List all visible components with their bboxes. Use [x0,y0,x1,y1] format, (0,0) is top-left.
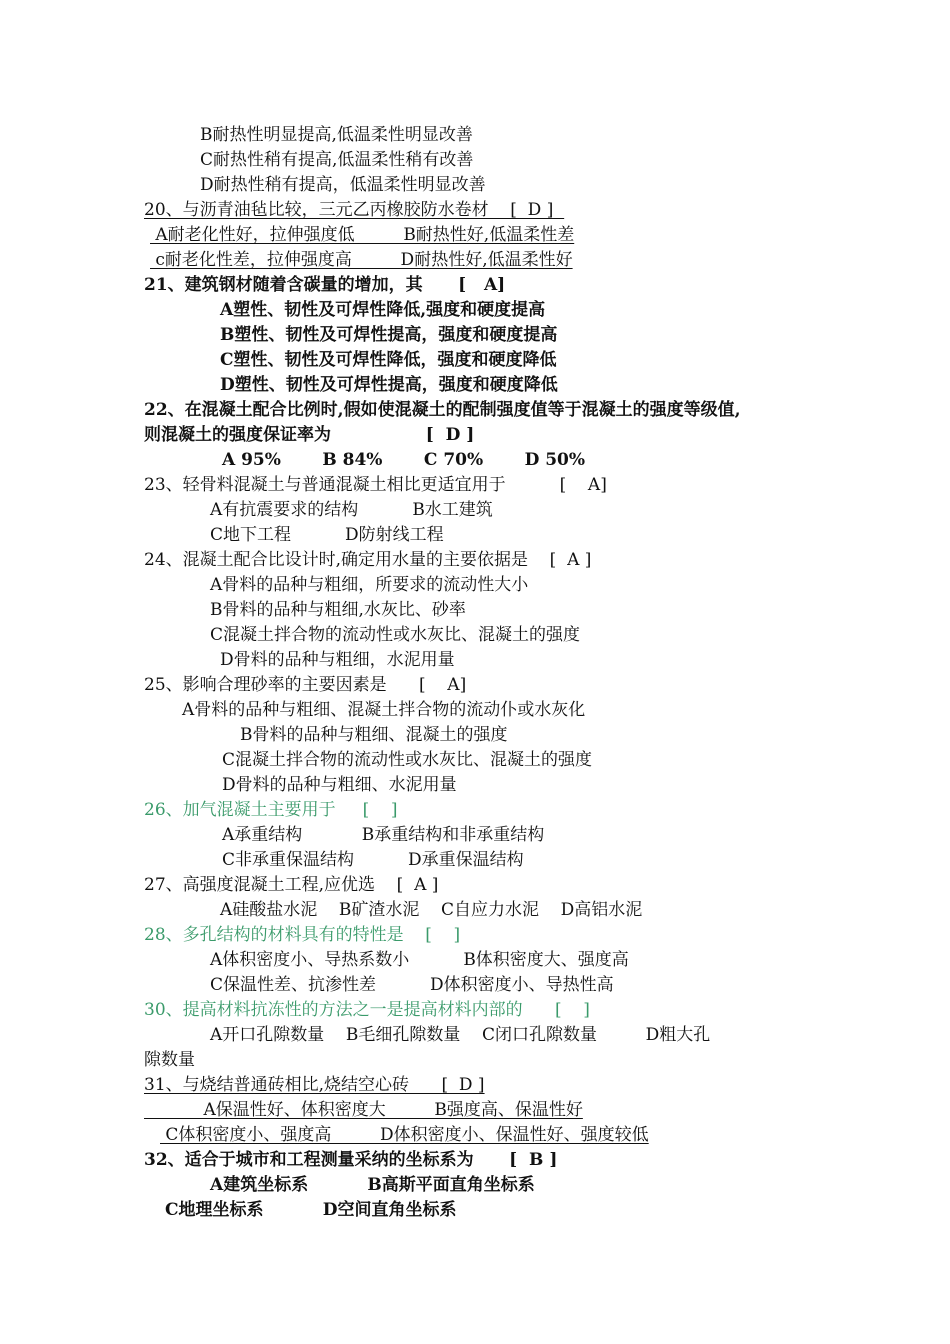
q32-options-ab: A建筑坐标系 B高斯平面直角坐标系 [210,1175,535,1195]
q23-options-cd: C地下工程 D防射线工程 [210,525,444,545]
q22-question-line2: 则混凝土的强度保证率为 [ D ] [144,425,475,445]
q24-option-d: D骨料的品种与粗细，水泥用量 [220,650,455,670]
q27-question: 27、高强度混凝土工程,应优选 [ A ] [144,875,439,895]
q25-option-d: D骨料的品种与粗细、水泥用量 [222,775,457,795]
q25-option-a: A骨料的品种与粗细、混凝土拌合物的流动仆或水灰化 [182,700,586,720]
q22-options: A 95% B 84% C 70% D 50% [222,450,586,470]
q24-question: 24、混凝土配合比设计时,确定用水量的主要依据是 [ A ] [144,550,592,570]
q20-options-cd: c耐老化性差，拉伸强度高 D耐热性好,低温柔性好 [150,250,573,270]
q21-option-a: A塑性、韧性及可焊性降低,强度和硬度提高 [220,300,546,320]
q24-option-c: C混凝土拌合物的流动性或水灰比、混凝土的强度 [210,625,581,645]
q21-question: 21、建筑钢材随着含碳量的增加，其 [ A] [144,275,506,295]
q26-options-ab: A承重结构 B承重结构和非承重结构 [222,825,545,845]
q21-option-d: D塑性、韧性及可焊性提高，强度和硬度降低 [220,375,558,395]
q21-option-b: B塑性、韧性及可焊性提高，强度和硬度提高 [220,325,558,345]
q24-option-b: B骨料的品种与粗细,水灰比、砂率 [210,600,466,620]
q30-question: 30、提高材料抗冻性的方法之一是提高材料内部的 [ ] [144,1000,590,1020]
q27-options: A硅酸盐水泥 B矿渣水泥 C自应力水泥 D高铝水泥 [220,900,643,920]
q22-question-line1: 22、在混凝土配合比例时,假如使混凝土的配制强度值等于混凝土的强度等级值, [144,400,741,420]
q28-options-cd: C保温性差、抗渗性差 D体积密度小、导热性高 [210,975,614,995]
q32-options-cd: C地理坐标系 D空间直角坐标系 [165,1200,457,1220]
q25-question: 25、影响合理砂率的主要因素是 [ A] [144,675,467,695]
q26-options-cd: C非承重保温结构 D承重保温结构 [222,850,524,870]
q25-option-c: C混凝土拌合物的流动性或水灰比、混凝土的强度 [222,750,593,770]
q31-options-ab: A保温性好、体积密度大 B强度高、保温性好 [144,1100,583,1120]
q30-options: A开口孔隙数量 B毛细孔隙数量 C闭口孔隙数量 D粗大孔 [210,1025,711,1045]
q28-question: 28、多孔结构的材料具有的特性是 [ ] [144,925,461,945]
q24-option-a: A骨料的品种与粗细，所要求的流动性大小 [210,575,529,595]
q25-option-b: B骨料的品种与粗细、混凝土的强度 [240,725,508,745]
q23-options-ab: A有抗震要求的结构 B水工建筑 [210,500,493,520]
q31-options-cd: C体积密度小、强度高 D体积密度小、保温性好、强度较低 [160,1125,649,1145]
q31-question: 31、与烧结普通砖相比,烧结空心砖 [ D ] [144,1075,485,1095]
q32-question: 32、适合于城市和工程测量采纳的坐标系为 [ B ] [144,1150,558,1170]
q21-option-c: C塑性、韧性及可焊性降低，强度和硬度降低 [220,350,557,370]
q20-options-ab: A耐老化性好，拉伸强度低 B耐热性好,低温柔性差 [150,225,575,245]
q30-options-wrap: 隙数量 [144,1050,195,1070]
q28-options-ab: A体积密度小、导热系数小 B体积密度大、强度高 [210,950,629,970]
q20-question: 20、与沥青油毡比较，三元乙丙橡胶防水卷材 [ D ] [144,200,565,220]
q19-option-b: B耐热性明显提高,低温柔性明显改善 [200,125,473,145]
q26-question: 26、加气混凝土主要用于 [ ] [144,800,398,820]
q19-option-c: C耐热性稍有提高,低温柔性稍有改善 [200,150,474,170]
q19-option-d: D耐热性稍有提高，低温柔性明显改善 [200,175,486,195]
q23-question: 23、轻骨料混凝土与普通混凝土相比更适宜用于 [ A] [144,475,607,495]
